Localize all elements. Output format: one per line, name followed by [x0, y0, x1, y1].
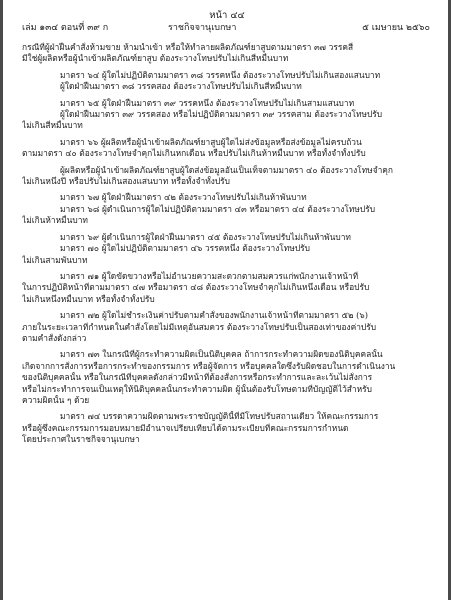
paragraph-line: มาตรา ๖๗ ผู้ใดฝ่าฝืนมาตรา ๔๒ ต้องระวางโทษปรับไม่เกินห้าพันบาท	[60, 192, 307, 203]
paragraph	[22, 165, 436, 188]
paragraph-line: ผู้ใดฝ่าฝืนมาตรา ๓๘ วรรคสอง ต้องระวางโทษปรับไม่เกินสี่หมื่นบาท	[60, 81, 302, 92]
paragraph-line: โดยประกาศในราชกิจจานุเบกษา	[22, 434, 140, 445]
paragraph	[22, 349, 436, 406]
paragraph	[22, 98, 436, 132]
paragraph-line: ตามมาตรา ๔๐ ต้องระวางโทษจำคุกไม่เกินหกเดือน หรือปรับไม่เกินห้าหมื่นบาท หรือทั้งจำทั้งปรับ	[22, 148, 366, 159]
paragraph	[22, 137, 436, 160]
page-number: หน้า ๔๔	[209, 10, 245, 21]
document-body	[22, 42, 436, 451]
paragraph	[22, 310, 436, 344]
paragraph-line: ไม่เกินหนึ่งหมื่นบาท หรือทั้งจำทั้งปรับ	[22, 293, 155, 304]
left-frame-border	[0, 0, 3, 600]
paragraph-line: มาตรา ๗๓ ในกรณีที่ผู้กระทำความผิดเป็นนิติบุคคล ถ้าการกระทำความผิดของนิติบุคคลนั้น	[60, 349, 383, 360]
paragraph-line: มาตรา ๗๐ ผู้ใดไม่ปฏิบัติตามมาตรา ๔๖ วรรคหนึ่ง ต้องระวางโทษปรับ	[60, 243, 310, 254]
paragraph	[22, 42, 436, 65]
paragraph-line: มาตรา ๖๕ ผู้ใดฝ่าฝืนมาตรา ๓๙ วรรคหนึ่ง ต้องระวางโทษปรับไม่เกินสามแสนบาท	[60, 97, 355, 108]
paragraph	[22, 70, 436, 93]
paragraph-line: ไม่เกินห้าหมื่นบาท	[22, 215, 88, 226]
paragraph	[22, 271, 436, 305]
paragraph-line: มาตรา ๗๑ ผู้ใดขัดขวางหรือไม่อำนวยความสะดวกตามสมควรแก่พนักงานเจ้าหน้าที่	[60, 270, 359, 281]
paragraph-line: มาตรา ๖๘ ผู้ดำเนินการผู้ใดไม่ปฏิบัติตามมาตรา ๔๓ หรือมาตรา ๔๔ ต้องระวางโทษปรับ	[60, 203, 376, 214]
paragraph-line: ในการปฏิบัติหน้าที่ตามมาตรา ๔๗ หรือมาตรา ๔๘ ต้องระวางโทษจำคุกไม่เกินหนึ่งเดือน หรือปรับ	[22, 282, 370, 293]
paragraph-line: มาตรา ๖๙ ผู้ดำเนินการผู้ใดฝ่าฝืนมาตรา ๔๕ ต้องระวางโทษปรับไม่เกินห้าพันบาท	[60, 231, 351, 242]
paragraph-line: ความผิดนั้น ๆ ด้วย	[22, 394, 90, 405]
header-gazette-name: ราชกิจจานุเบกษา	[168, 23, 237, 33]
paragraph-line: ผู้ผลิตหรือผู้นำเข้าผลิตภัณฑ์ยาสูบผู้ใดส่งข้อมูลอันเป็นเท็จตามมาตรา ๔๐ ต้องระวางโทษจำคุก	[60, 164, 393, 175]
page-header	[18, 20, 436, 33]
paragraph-line: มาตรา ๖๔ ผู้ใดไม่ปฏิบัติตามมาตรา ๓๘ วรรคหนึ่ง ต้องระวางโทษปรับไม่เกินสองแสนบาท	[60, 69, 381, 80]
paragraph-line: ผู้ใดฝ่าฝืนมาตรา ๓๙ วรรคสอง หรือไม่ปฏิบัติตามมาตรา ๓๙ วรรคสาม ต้องระวางโทษปรับ	[60, 109, 383, 120]
paragraph-line: ภายในระยะเวลาที่กำหนดในคำสั่งโดยไม่มีเหตุอันสมควร ต้องระวางโทษปรับเป็นสองเท่าของค่าปรับ	[22, 321, 377, 332]
paragraph-line: หรือไม่กระทำการจนเป็นเหตุให้นิติบุคคลนั้นกระทำความผิด ผู้นั้นต้องรับโทษตามที่บัญญัติไว้สำหรับ	[22, 383, 372, 394]
paragraph	[22, 411, 436, 445]
paragraph-line: ไม่เกินหนึ่งปี หรือปรับไม่เกินสองแสนบาท หรือทั้งจำทั้งปรับ	[22, 176, 230, 187]
paragraph-line: มาตรา ๖๖ ผู้ผลิตหรือผู้นำเข้าผลิตภัณฑ์ยาสูบผู้ใดไม่ส่งข้อมูลหรือส่งข้อมูลไม่ครบถ้วน	[60, 136, 362, 147]
paragraph-line: หรือผู้ซึ่งคณะกรรมการมอบหมายมีอำนาจเปรียบเทียบได้ตามระเบียบที่คณะกรรมการกำหนด	[22, 422, 349, 433]
paragraph	[22, 232, 436, 266]
paragraph	[22, 192, 436, 226]
paragraph-line: มีใช่ผู้ผลิตหรือผู้นำเข้าผลิตภัณฑ์ยาสูบ ต้องระวางโทษปรับไม่เกินสี่หมื่นบาท	[22, 53, 289, 64]
paragraph-line: เกิดจากการสั่งการหรือการกระทำของกรรมการ หรือผู้จัดการ หรือบุคคลใดซึ่งรับผิดชอบในการดำเนินงาน	[22, 360, 396, 371]
header-volume-issue: เล่ม ๑๓๔ ตอนที่ ๓๙ ก	[22, 23, 109, 33]
paragraph-line: กรณีที่ผู้ฝ่าฝืนคำสั่งห้ามขาย ห้ามนำเข้า หรือให้ทำลายผลิตภัณฑ์ยาสูบตามมาตรา ๓๗ วรรคสี่	[22, 42, 354, 52]
paragraph-line: ไม่เกินสี่หมื่นบาท	[22, 120, 83, 131]
header-date: ๕ เมษายน ๒๕๖๐	[362, 23, 430, 33]
paragraph-line: ตามคำสั่งดังกล่าว	[22, 332, 87, 343]
paragraph-line: มาตรา ๗๔ บรรดาความผิดตามพระราชบัญญัตินี้ที่มีโทษปรับสถานเดียว ให้คณะกรรมการ	[60, 411, 379, 422]
document-page	[18, 8, 436, 592]
paragraph-line: มาตรา ๗๒ ผู้ใดไม่ชำระเงินค่าปรับตามคำสั่งของพนักงานเจ้าหน้าที่ตามมาตรา ๕๒ (๖)	[60, 310, 369, 321]
paragraph-line: ไม่เกินสามพันบาท	[22, 254, 88, 265]
paragraph-line: ของนิติบุคคลนั้น หรือในกรณีที่บุคคลดังกล่าวมีหน้าที่ต้องสั่งการหรือกระทำการและละเว้นไม่สั่งการ	[22, 372, 373, 383]
